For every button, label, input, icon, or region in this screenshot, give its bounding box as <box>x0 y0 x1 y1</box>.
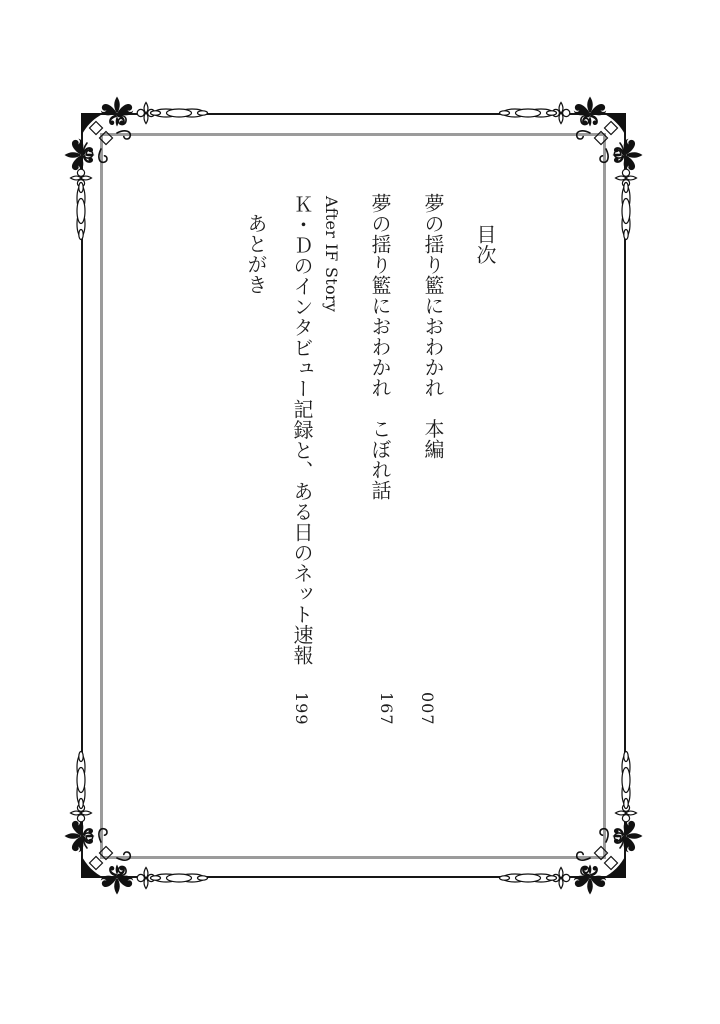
inner-frame-border <box>100 133 606 859</box>
toc-entry-title: Ｋ・Ｄのインタビュー記録と、ある日のネット速報 <box>290 194 314 666</box>
toc-entry-title: あとがき <box>244 213 268 295</box>
toc-entry-title: 夢の揺り籃におわかれ 本編 <box>421 193 445 460</box>
toc-entry-page: 167 <box>377 692 396 726</box>
toc-entry-title: After IF Story <box>322 196 341 313</box>
toc-entry-page: 199 <box>292 692 311 726</box>
toc-entry-page: 007 <box>418 692 437 726</box>
toc-entry-title: 夢の揺り籃におわかれ こぼれ話 <box>368 193 392 501</box>
toc-title: 目次 <box>473 224 497 265</box>
